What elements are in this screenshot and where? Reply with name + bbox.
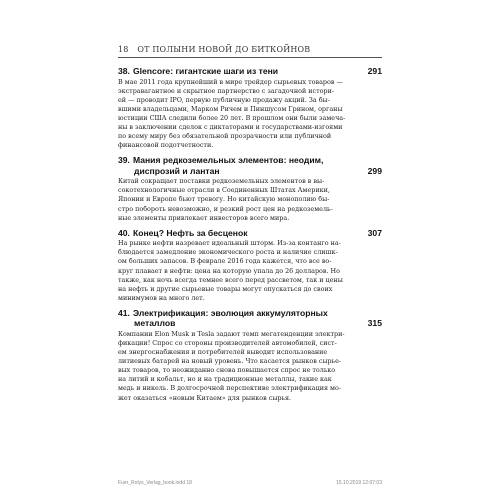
summary-line: Японии и Европе бьют тревогу. Но китайскую монополию бы- — [118, 195, 330, 204]
chapter-title-line2: металлов — [134, 318, 176, 329]
toc-entry-39 — [118, 155, 382, 222]
summary-line: юстиции США следили более 20 лет. В прошлом они были замеча- — [118, 113, 346, 122]
summary-line: В мае 2011 года крупнейший в мире трейдер сырьевых товаров — — [118, 77, 343, 86]
chapter-summary — [118, 330, 382, 403]
summary-line: медь и никель. В долгосрочной перспективе электрификация мо- — [118, 384, 342, 393]
summary-line: блюдается замедление экономического роста и наличие слишк- — [118, 248, 338, 257]
chapter-title-line1: Электрификация: эволюция аккумуляторных — [132, 307, 328, 318]
chapter-summary — [118, 239, 382, 303]
summary-line: ей — проводит IPO, первую публичную продажу акций. За бы- — [118, 95, 330, 104]
summary-line: стро побороть невозможно, и резкий рост цен на редкоземель- — [118, 204, 333, 213]
summary-line: фикации! Спрос со стороны производителей автомобилей, сист- — [118, 338, 337, 347]
summary-line: минимумов на много лет. — [118, 293, 205, 302]
chapter-title-line1: Мания редкоземельных элементов: неодим, — [132, 155, 324, 166]
chapter-page: 315 — [367, 318, 382, 329]
header-rule — [118, 57, 382, 58]
book-title: ОТ ПОЛЫНИ НОВОЙ ДО БИТКОЙНОВ — [137, 45, 311, 54]
summary-line: ные элементы привлекает инвесторов всего мира. — [118, 213, 290, 222]
summary-line: также, как ночь всегда темнее всего перед рассветом, так и цены — [118, 275, 343, 284]
summary-line: сокотехнологичные отрасли в Соединенных Штатах Америки, — [118, 186, 330, 195]
summary-line: жет оказаться «новым Китаем» для рынков сырья. — [118, 393, 292, 402]
summary-line: на литий и кобальт, но и на традиционные металлы, такие как — [118, 375, 332, 384]
chapter-number: 40. — [118, 227, 130, 238]
chapter-number: 38. — [118, 66, 130, 76]
summary-line: ом больших запасов. В феврале 2016 года кажется, что все во- — [118, 257, 332, 266]
toc-content — [118, 66, 382, 408]
summary-line: финансовой подотчетности. — [118, 141, 214, 150]
toc-entry-41 — [118, 308, 382, 403]
chapter-title: Glencore: гигантские шаги из тени — [132, 66, 279, 76]
chapter-title: Конец? Нефть за бесценок — [132, 227, 248, 238]
footer-timestamp: 15.10.2019 12:07:03 — [336, 480, 382, 486]
chapter-number: 39. — [118, 155, 130, 166]
footer-file: Fuer_Rolys_Verlag_book.indd 18 — [118, 480, 192, 486]
toc-entry-heading[interactable] — [118, 66, 382, 77]
summary-line: вых товаров, то неожиданно снова повышается спрос не только — [118, 366, 336, 375]
toc-entry-38 — [118, 66, 382, 150]
summary-line: круг плавает в нефти: цена на которую упала до 26 долларов. Но — [118, 266, 340, 275]
toc-entry-heading[interactable] — [118, 228, 382, 239]
summary-line: экстравагантное и скрытное партнерство с загадочной истори- — [118, 86, 334, 95]
running-header — [118, 45, 310, 54]
chapter-page: 307 — [367, 227, 382, 238]
toc-entry-heading[interactable] — [118, 308, 382, 329]
chapter-summary — [118, 78, 382, 151]
summary-line: вшими владельцами, Марком Ричем и Пиншусом Грином, органы — [118, 104, 343, 113]
toc-entry-40 — [118, 228, 382, 303]
page-number: 18 — [118, 45, 129, 54]
summary-line: На рынке нефти назревает идеальный шторм. Из-за контанго на- — [118, 239, 341, 248]
summary-line: по всему миру без обязательной прозрачности или публичной — [118, 132, 332, 141]
chapter-title-line2: диспрозий и лантан — [134, 165, 220, 176]
print-footer — [118, 480, 382, 486]
chapter-summary — [118, 177, 382, 222]
chapter-page: 291 — [367, 66, 382, 76]
summary-line: ем энергоснабжения и потребителей выводит использование — [118, 348, 328, 357]
summary-line: ны в заключении сделок с диктаторами и государствами-изгоями — [118, 122, 343, 131]
summary-line: Компании Elon Musk и Tesla задают темп мегатенденции электри- — [118, 329, 345, 338]
chapter-page: 299 — [367, 165, 382, 176]
toc-entry-heading[interactable] — [118, 155, 382, 176]
chapter-number: 41. — [118, 307, 130, 318]
summary-line: на нефть и другие сырьевые товары могут опускаться до своих — [118, 284, 333, 293]
summary-line: Китай сокращает поставки редкоземельных элементов в вы- — [118, 177, 325, 186]
summary-line: литиевых батарей на новый уровень. Что касается рынков сырье- — [118, 357, 342, 366]
